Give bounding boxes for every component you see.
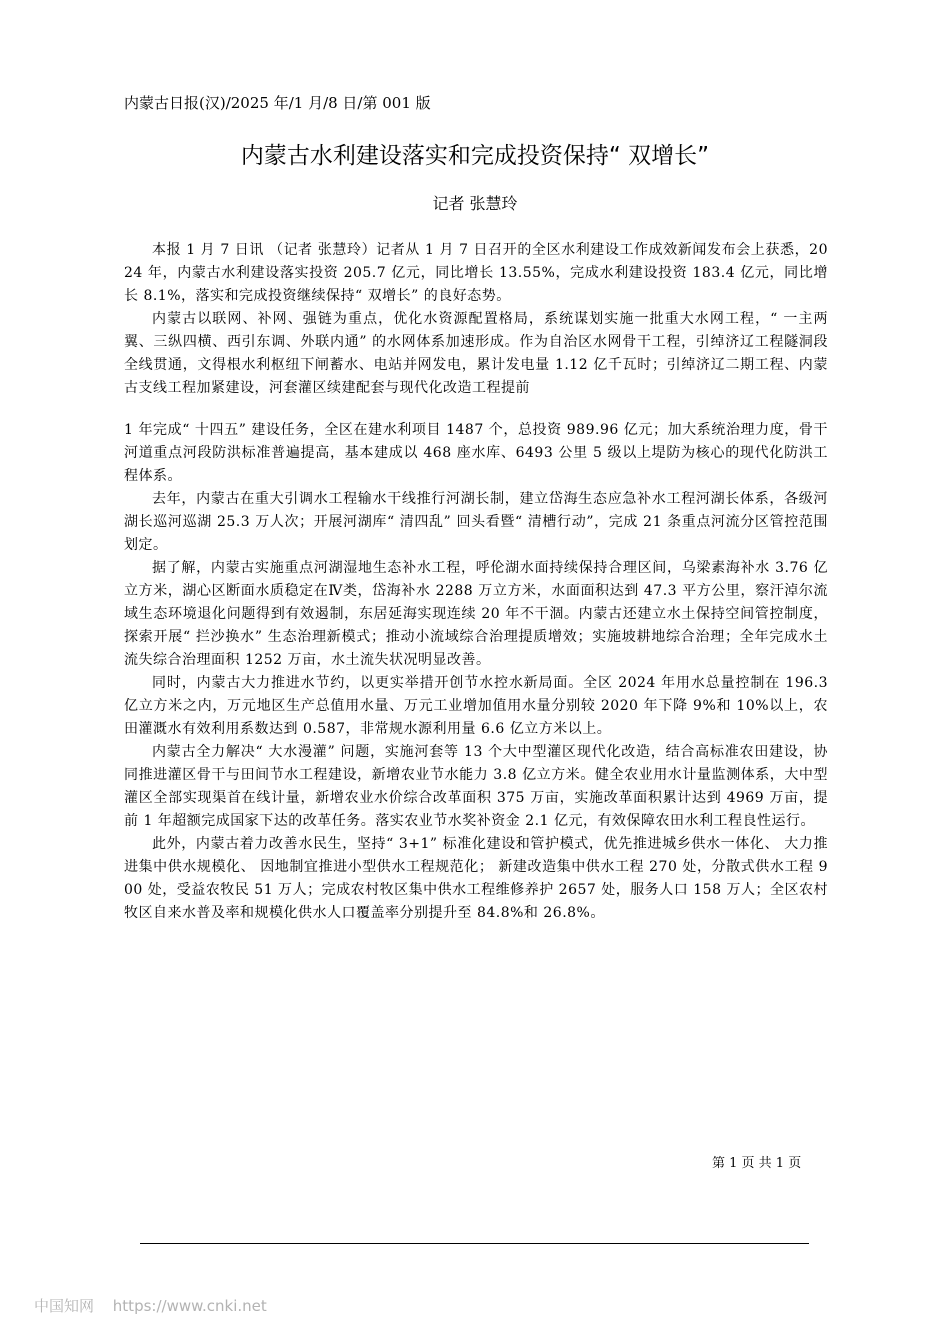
watermark-name: 中国知网 xyxy=(34,1297,95,1315)
paragraph: 同时，内蒙古大力推进水节约，以更实举措开创节水控水新局面。全区 2024 年用水总量控制在 196.3 亿立方米之内，万元地区生产总值用水量、万元工业增加值用水量分别较 2020 年下降 9%和 10%以上，农田灌溉水有效利用系数达到 0.587，非常规水源利用量 6.6 亿立方米以上。 xyxy=(124,675,828,737)
watermark-url: https://www.cnki.net xyxy=(112,1297,267,1315)
article-title: 内蒙古水利建设落实和完成投资保持“ 双增长” xyxy=(240,143,710,169)
article-byline: 记者 张慧玲 xyxy=(432,194,518,213)
page-number: 第 1 页 共 1 页 xyxy=(712,1156,802,1171)
paragraph: 内蒙古全力解决“ 大水漫灌” 问题，实施河套等 13 个大中型灌区现代化改造，结合高标准农田建设，协同推进灌区骨干与田间节水工程建设，新增农业节水能力 3.8 亿立方米。健全农业用水计量监测体系，大中型灌区全部实现渠首在线计量，新增农业水价综合改革面积 375 万亩，实施改革面积累计达到 4969 万亩，提前 1 年超额完成国家下达的改革任务。落实农业节水奖补资金 2.1 亿元，有效保障农田水利工程良性运行。 xyxy=(124,744,828,829)
paragraph: 据了解，内蒙古实施重点河湖湿地生态补水工程，呼伦湖水面持续保持合理区间，乌梁素海补水 3.76 亿立方米，湖心区断面水质稳定在Ⅳ类，岱海补水 2288 万立方米，水面面积达到 47.3 平方公里，察汗淖尔流域生态环境退化问题得到有效遏制，东居延海实现连续 20 年不干涸。内蒙古还建立水土保持空间管控制度，探索开展“ 拦沙换水” 生态治理新模式；推动小流域综合治理提质增效；实施坡耕地综合治理；全年完成水土流失综合治理面积 1252 万亩，水土流失状况明显改善。 xyxy=(124,560,828,668)
paragraph: 去年，内蒙古在重大引调水工程输水干线推行河湖长制，建立岱海生态应急补水工程河湖长体系，各级河湖长巡河巡湖 25.3 万人次；开展河湖库“ 清四乱” 回头看暨“ 清槽行动”，完成 21 条重点河流分区管控范围划定。 xyxy=(124,491,828,553)
paragraph: 此外，内蒙古着力改善水民生，坚持“ 3+1” 标准化建设和管护模式，优先推进城乡供水一体化、 大力推进集中供水规模化、 因地制宜推进小型供水工程规范化； 新建改造集中供水工程 270 处，分散式供水工程 900 处，受益农牧民 51 万人；完成农村牧区集中供水工程维修养护 2657 处，服务人口 158 万人；全区农村牧区自来水普及率和规模化供水人口覆盖率分别提升至 84.8%和 26.8%。 xyxy=(124,836,828,921)
paragraph: 本报 1 月 7 日讯 （记者 张慧玲）记者从 1 月 7 日召开的全区水利建设工作成效新闻发布会上获悉，2024 年，内蒙古水利建设落实投资 205.7 亿元，同比增长 13.55%，完成水利建设投资 183.4 亿元，同比增长 8.1%，落实和完成投资继续保持“ 双增长” 的良好态势。 xyxy=(124,242,828,304)
source-line: 内蒙古日报(汉)/2025 年/1 月/8 日/第 001 版 xyxy=(124,94,431,112)
footer-divider xyxy=(140,1243,809,1244)
paragraph: 内蒙古以联网、补网、强链为重点，优化水资源配置格局，系统谋划实施一批重大水网工程，“ 一主两翼、三纵四横、西引东调、外联内通” 的水网体系加速形成。作为自治区水网骨干工程，引绰济辽工程隧洞段全线贯通，文得根水利枢纽下闸蓄水、电站并网发电，累计发电量 1.12 亿千瓦时；引绰济辽二期工程、内蒙古支线工程加紧建设，河套灌区续建配套与现代化改造工程提前 xyxy=(124,311,828,396)
article-body-lower xyxy=(124,419,828,925)
article-body-upper xyxy=(124,239,828,400)
paragraph-continuation: 1 年完成“ 十四五” 建设任务，全区在建水利项目 1487 个，总投资 989.96 亿元；加大系统治理力度，骨干河道重点河段防洪标准普遍提高，基本建成以 468 座水库、6493 公里 5 级以上堤防为核心的现代化防洪工程体系。 xyxy=(124,422,828,484)
cnki-watermark xyxy=(34,1296,267,1316)
